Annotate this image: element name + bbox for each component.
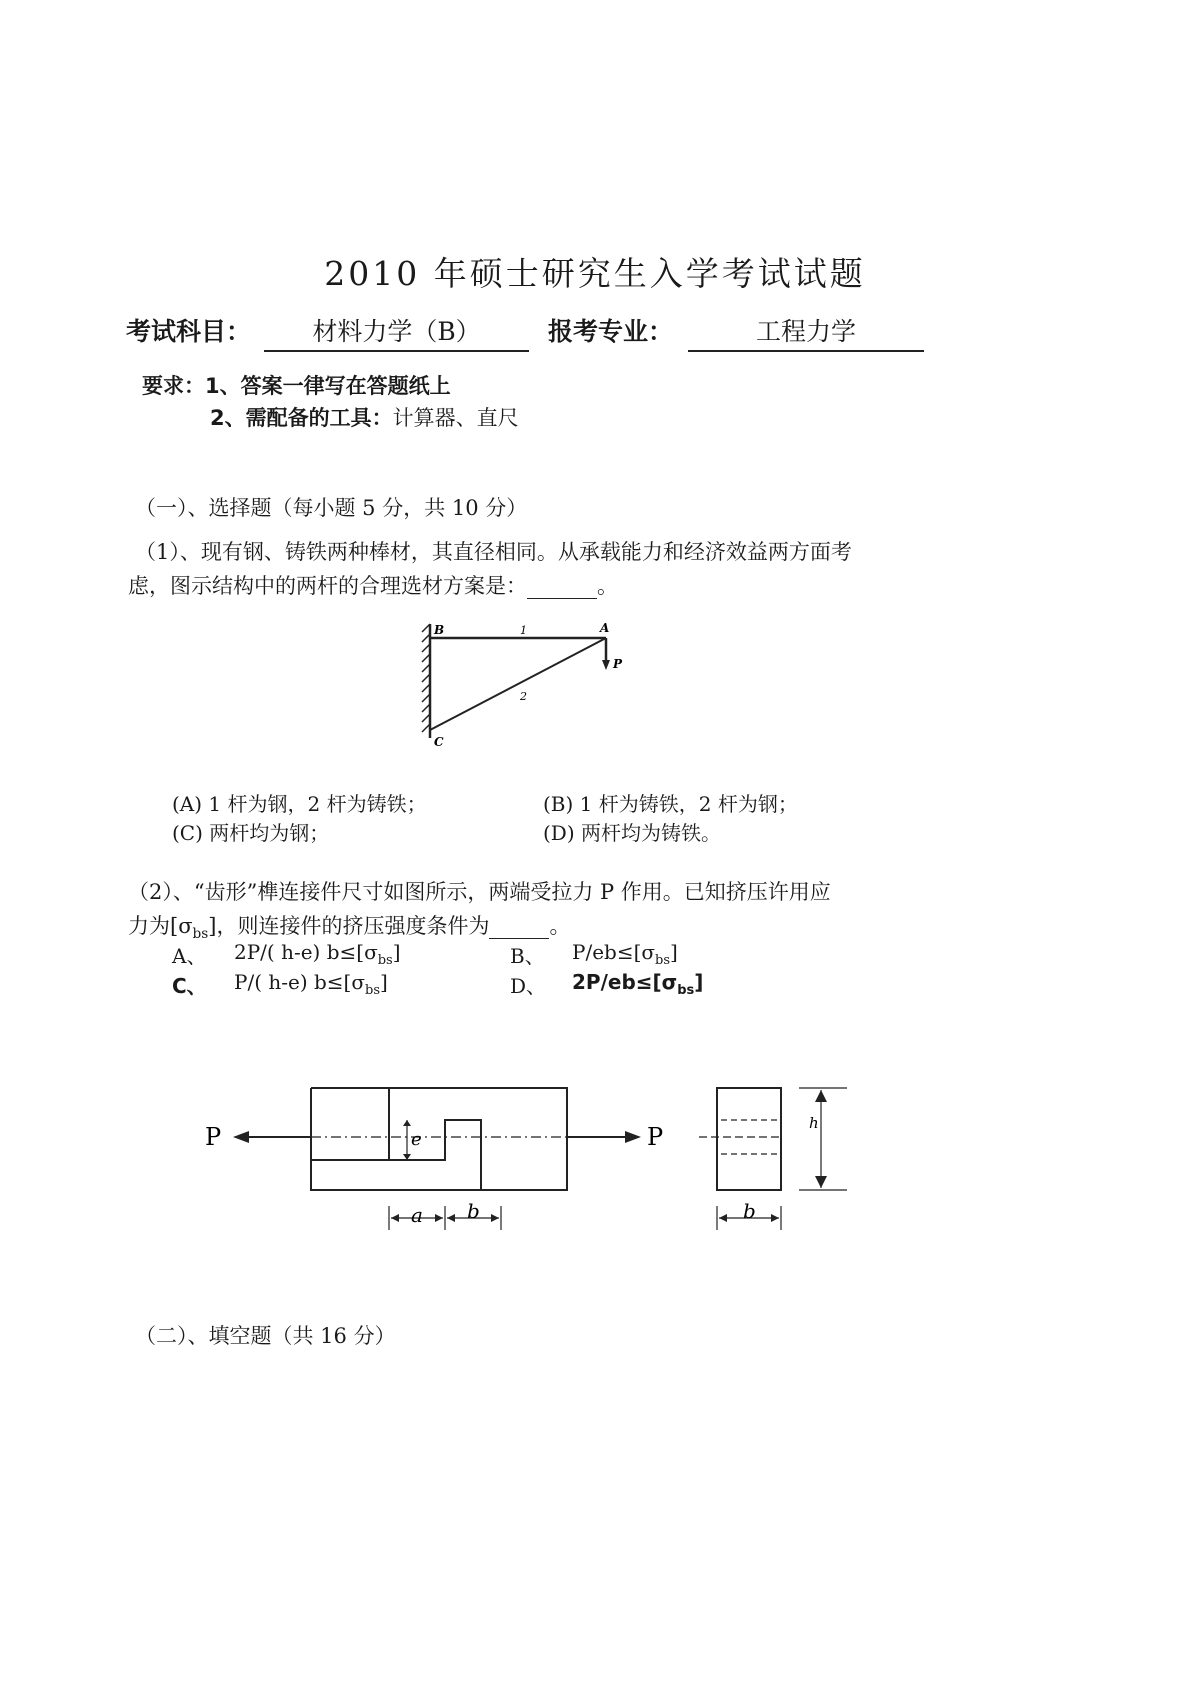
q1-option-c: (C) 两杆均为钢； xyxy=(172,821,330,845)
label-A: A xyxy=(600,621,610,635)
label-bar-2: 2 xyxy=(520,690,527,703)
q2-option-d-sub: bs xyxy=(677,983,695,998)
joint-left-piece xyxy=(311,1088,481,1190)
dim-a-arrow-r xyxy=(435,1214,443,1222)
q2-option-b xyxy=(572,940,678,968)
q2-option-c-post: ] xyxy=(380,970,388,994)
force-right-arrowhead xyxy=(625,1131,641,1143)
q2-option-d xyxy=(572,970,703,998)
side-view xyxy=(717,1088,781,1190)
q2-option-b-sub: bs xyxy=(655,953,671,968)
major-value: 工程力学 xyxy=(688,312,924,352)
requirement-2 xyxy=(210,402,519,432)
q2-option-d-post: ] xyxy=(694,970,704,994)
q1-truss-figure xyxy=(410,620,640,760)
q2-line2-post: ]，则连接件的挤压强度条件为 xyxy=(208,914,490,938)
label-e: e xyxy=(411,1129,422,1150)
q2-joint-figure xyxy=(195,1070,875,1270)
label-b1: b xyxy=(467,1199,480,1223)
label-P-left: P xyxy=(205,1123,222,1151)
q1-line2 xyxy=(128,570,618,600)
joint-right-piece xyxy=(311,1088,567,1190)
q2-line2-sub: bs xyxy=(192,926,209,943)
dim-e-arrow-top xyxy=(403,1120,411,1126)
q2-line2 xyxy=(128,910,570,942)
q2-option-b-label: B、 xyxy=(510,944,545,968)
dim-b1-arrow-r xyxy=(491,1214,499,1222)
label-B: B xyxy=(434,623,445,637)
dim-h-arrow-bottom xyxy=(815,1176,827,1188)
force-left-arrowhead xyxy=(233,1131,249,1143)
dim-b2-arrow-r xyxy=(771,1214,779,1222)
q1-option-b: (B) 1 杆为铸铁，2 杆为钢； xyxy=(543,792,798,816)
dim-b2-arrow-l xyxy=(719,1214,727,1222)
label-a: a xyxy=(411,1203,423,1227)
q1-line1: （1）、现有钢、铸铁两种棒材，其直径相同。从承载能力和经济效益两方面考 xyxy=(135,540,852,564)
q2-option-b-pre: P/eb≤[σ xyxy=(572,940,656,964)
q2-option-c-pre: P/( h-e) b≤[σ xyxy=(234,970,366,994)
q2-line1: （2）、“齿形”榫连接件尺寸如图所示，两端受拉力 P 作用。已知挤压许用应 xyxy=(128,880,831,904)
q2-option-d-pre: 2P/eb≤[σ xyxy=(572,970,678,994)
requirement-2-num: 2、 xyxy=(210,406,246,430)
q1-answer-blank xyxy=(527,574,597,599)
section1-heading: （一）、选择题（每小题 5 分，共 10 分） xyxy=(135,496,528,520)
bar-2 xyxy=(430,638,606,730)
q1-line2-end: 。 xyxy=(597,574,618,598)
load-arrow-head xyxy=(602,660,610,670)
requirement-2-bold: 需配备的工具： xyxy=(245,406,393,430)
q2-option-a-pre: 2P/( h-e) b≤[σ xyxy=(234,940,378,964)
requirement-2-rest: 计算器、直尺 xyxy=(392,406,519,430)
q2-option-a-label: A、 xyxy=(172,944,207,968)
q2-answer-blank xyxy=(489,914,549,939)
q2-option-c-label: C、 xyxy=(172,974,207,998)
requirement-1: 要求：1、答案一律写在答题纸上 xyxy=(142,374,451,398)
q2-line2-pre: 力为[σ xyxy=(128,914,193,938)
q1-line2-text: 虑，图示结构中的两杆的合理选材方案是： xyxy=(128,574,527,598)
subject-label: 考试科目： xyxy=(126,317,252,346)
q2-option-a-sub: bs xyxy=(377,953,393,968)
dim-h-arrow-top xyxy=(815,1090,827,1102)
dim-a-arrow-l xyxy=(391,1214,399,1222)
q2-option-c-sub: bs xyxy=(365,983,381,998)
section2-heading: （二）、填空题（共 16 分） xyxy=(135,1324,396,1348)
label-C: C xyxy=(434,735,444,749)
label-P: P xyxy=(613,657,623,671)
label-bar-1: 1 xyxy=(520,624,527,637)
q2-option-a-post: ] xyxy=(392,940,401,964)
q1-option-d: (D) 两杆均为铸铁。 xyxy=(543,821,721,845)
subject-value: 材料力学（B） xyxy=(264,312,529,352)
label-b2: b xyxy=(743,1199,756,1223)
dim-b1-arrow-l xyxy=(447,1214,455,1222)
q1-option-a: (A) 1 杆为钢，2 杆为铸铁； xyxy=(172,792,427,816)
q2-line2-end: 。 xyxy=(549,914,571,938)
q2-option-d-label: D、 xyxy=(510,974,547,998)
q2-option-b-post: ] xyxy=(670,940,678,964)
q2-option-a xyxy=(234,940,401,968)
page-title: 2010 年硕士研究生入学考试试题 xyxy=(324,254,866,293)
major-label: 报考专业： xyxy=(548,317,674,346)
label-P-right: P xyxy=(647,1123,664,1151)
q2-option-c xyxy=(234,970,388,998)
label-h: h xyxy=(809,1114,819,1132)
